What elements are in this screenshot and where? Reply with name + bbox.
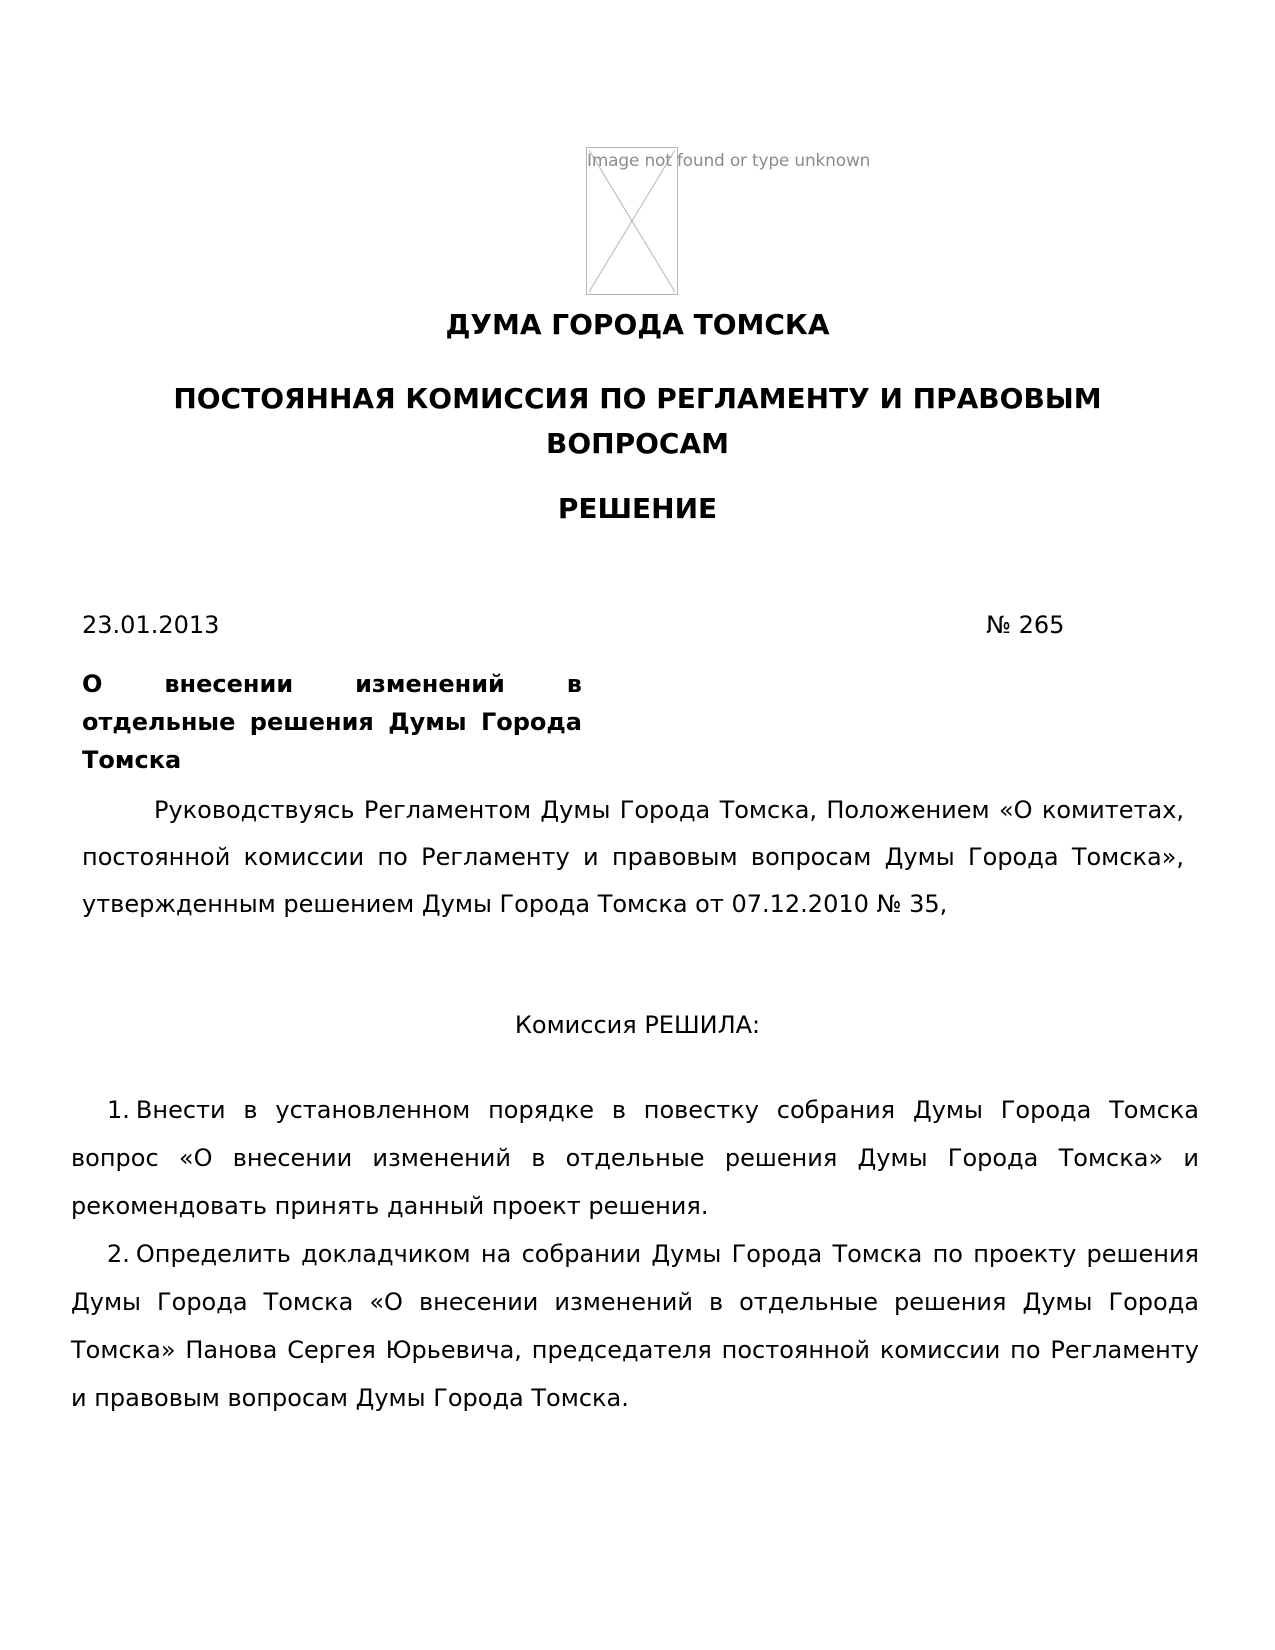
item-marker: 2. bbox=[107, 1240, 130, 1268]
resolution-item-1 bbox=[71, 1086, 1199, 1230]
organization-title: ДУМА ГОРОДА ТОМСКА bbox=[445, 308, 830, 341]
document-number: № 265 bbox=[986, 611, 1065, 639]
document-date: 23.01.2013 bbox=[82, 611, 220, 639]
document-type: РЕШЕНИЕ bbox=[557, 492, 718, 525]
item-text: Определить докладчиком на собрании Думы Города Томска по проекту решения Думы Города Томска «О внесении изменений в отдельные решения Думы Города Томска» Панова Сергея Юрьевича, председателя постоянной комиссии по Регламенту и правовым вопросам Думы Города Томска. bbox=[71, 1240, 1199, 1412]
document-subject: О внесении изменений в отдельные решения Думы Города Томска bbox=[82, 670, 582, 774]
preamble-paragraph: Руководствуясь Регламентом Думы Города Томска, Положением «О комитетах, постоянной комиссии по Регламенту и правовым вопросам Думы Города Томска», утвержденным решением Думы Города Томска от 07.12.2010 № 35, bbox=[82, 796, 1184, 918]
image-alt-text: Image not found or type unknown bbox=[587, 151, 871, 171]
item-marker: 1. bbox=[107, 1096, 130, 1124]
resolution-heading: Комиссия РЕШИЛА: bbox=[514, 1011, 761, 1039]
commission-title: ПОСТОЯННАЯ КОМИССИЯ ПО РЕГЛАМЕНТУ И ПРАВОВЫМ ВОПРОСАМ bbox=[173, 382, 1102, 460]
resolution-item-2 bbox=[71, 1230, 1199, 1422]
item-text: Внести в установленном порядке в повестку собрания Думы Города Томска вопрос «О внесении изменений в отдельные решения Думы Города Томска» и рекомендовать принять данный проект решения. bbox=[71, 1096, 1199, 1220]
